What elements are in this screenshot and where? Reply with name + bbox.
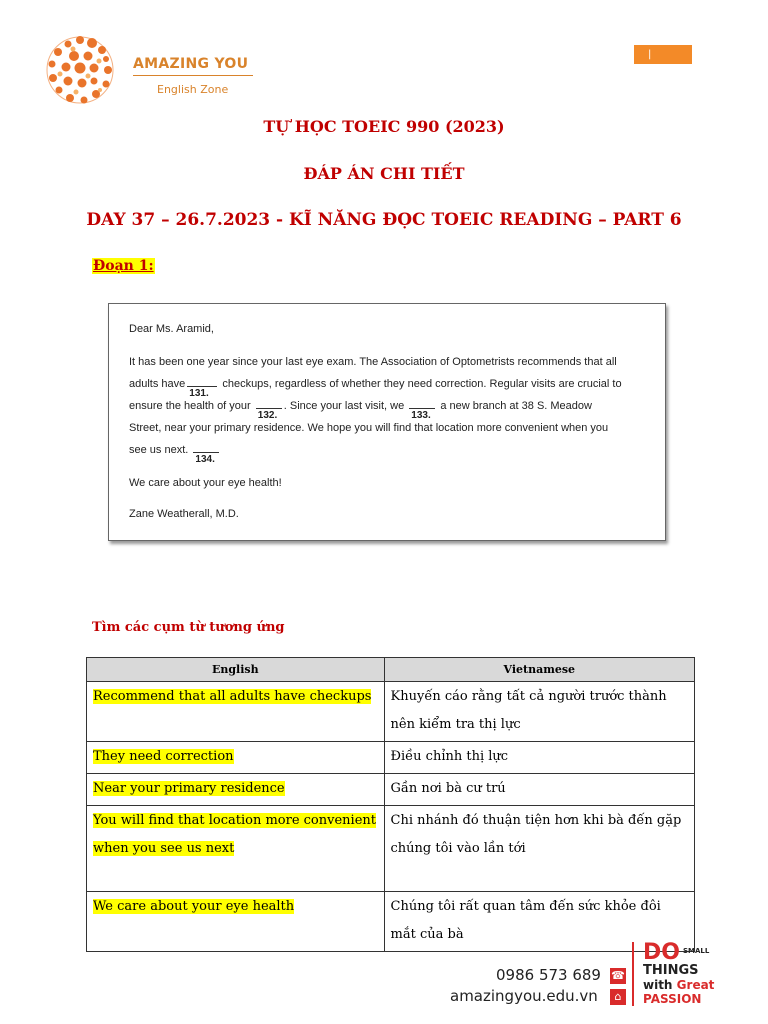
- table-cell-vietnamese: Điều chỉnh thị lực: [384, 742, 694, 774]
- table-cell-vietnamese: Khuyến cáo rằng tất cả người trước thành nên kiểm tra thị lực: [384, 682, 694, 742]
- table-row: [87, 682, 695, 742]
- section-label: Đoạn 1:: [93, 258, 154, 274]
- home-icon: ⌂: [610, 989, 626, 1005]
- slogan-things: THINGS: [643, 963, 699, 978]
- table-header-row: [87, 658, 695, 682]
- table-cell-english: They need correction: [87, 742, 385, 774]
- letter-closing: We care about your eye health!: [129, 477, 282, 489]
- vocabulary-table: [86, 657, 695, 952]
- title-answer-key: ĐÁP ÁN CHI TIẾT: [303, 164, 465, 183]
- letter-line-3: ensure the health of your 132. . Since your last visit, we 133. a new branch at 38 S. Meadow: [129, 400, 592, 421]
- table-cell-english: We care about your eye health: [87, 892, 385, 952]
- table-cell-vietnamese: Chi nhánh đó thuận tiện hơn khi bà đến gặp chúng tôi vào lần tới: [384, 806, 694, 892]
- table-row: [87, 892, 695, 952]
- slogan-small: SMALL: [683, 947, 710, 955]
- table-cell-english: Near your primary residence: [87, 774, 385, 806]
- find-phrases-heading: Tìm các cụm từ tương ứng: [92, 620, 285, 635]
- blank-134: 134.: [193, 443, 219, 453]
- letter-passage: [108, 303, 666, 541]
- brand-subtitle: English Zone: [157, 83, 229, 96]
- table-header-english: English: [87, 658, 385, 682]
- letter-line-5: see us next. 134.: [129, 439, 651, 461]
- title-course: TỰ HỌC TOEIC 990 (2023): [263, 117, 505, 136]
- table-row: [87, 774, 695, 806]
- brand-name: AMAZING YOU: [133, 56, 249, 72]
- table-row: [87, 742, 695, 774]
- table-cell-english: You will find that location more convenient when you see us next: [87, 806, 385, 892]
- letter-line-2: adults have 131. checkups, regardless of whether they need correction. Regular visits are crucial to: [129, 378, 622, 399]
- phone-icon: ☎: [611, 969, 625, 982]
- table-cell-vietnamese: Chúng tôi rất quan tâm đến sức khỏe đôi mắt của bà: [384, 892, 694, 952]
- letter-greeting: Dear Ms. Aramid,: [129, 323, 214, 335]
- letter-signature: Zane Weatherall, M.D.: [129, 508, 239, 520]
- blank-131: 131.: [187, 377, 217, 387]
- title-day: DAY 37 – 26.7.2023 - KĨ NĂNG ĐỌC TOEIC READING – PART 6: [86, 210, 682, 230]
- letter-line-1: It has been one year since your last eye exam. The Association of Optometrists recommends that all: [129, 356, 617, 368]
- table-cell-vietnamese: Gần nơi bà cư trú: [384, 774, 694, 806]
- slogan-passion: PASSION: [643, 992, 702, 1006]
- brand-divider: [133, 75, 253, 76]
- slogan-do: DO: [643, 940, 680, 965]
- letter-line-4: Street, near your primary residence. We hope you will find that location more convenient when you: [129, 422, 609, 434]
- footer-phone: 0986 573 689: [496, 966, 601, 984]
- page-number-box: |: [634, 45, 692, 64]
- slogan-with-great: with Great: [643, 978, 715, 992]
- amazing-you-logo-icon: [44, 34, 134, 106]
- footer-divider: [632, 942, 634, 1006]
- blank-133: 133.: [409, 399, 435, 409]
- footer-website: amazingyou.edu.vn: [450, 987, 598, 1005]
- table-row: [87, 806, 695, 892]
- table-cell-english: Recommend that all adults have checkups: [87, 682, 385, 742]
- blank-132: 132.: [256, 399, 282, 409]
- table-header-vietnamese: Vietnamese: [384, 658, 694, 682]
